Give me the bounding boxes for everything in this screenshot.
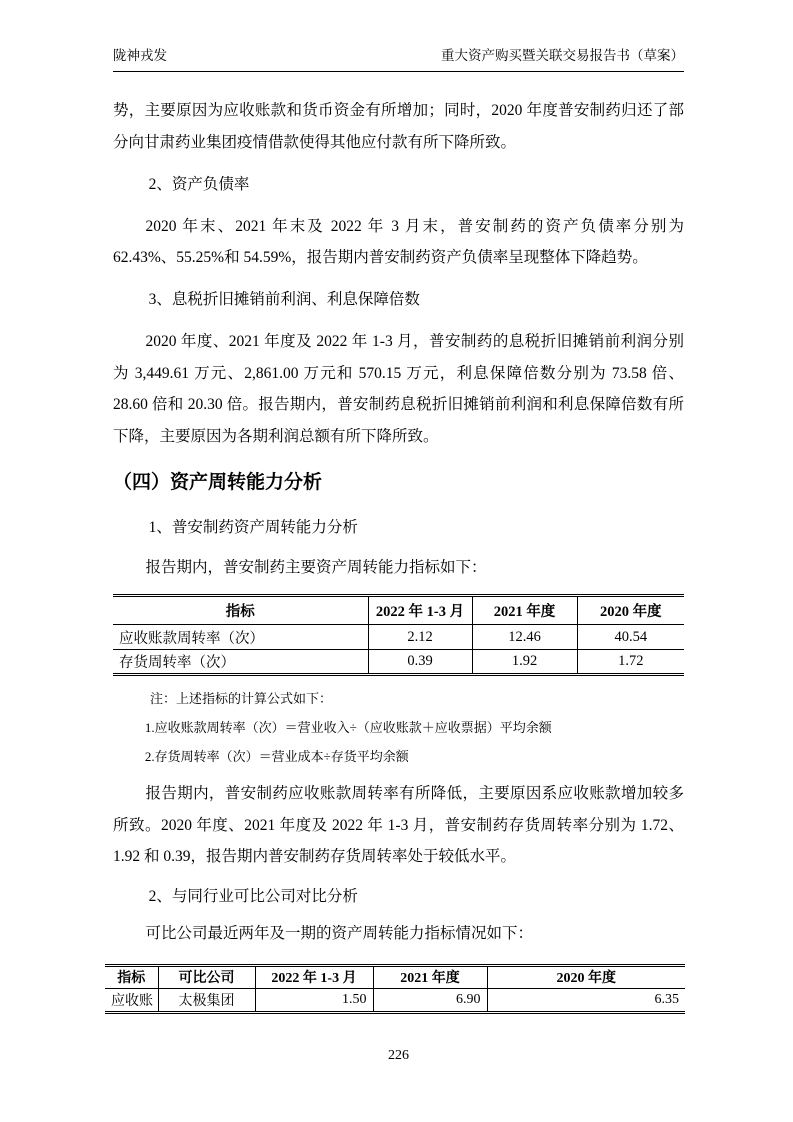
paragraph-debt-ratio: 2020 年末、2021 年末及 2022 年 3 月末，普安制药的资产负债率分别为 62.43%、55.25%和 54.59%，报告期内普安制药资产负债率呈现整体下降趋势。: [113, 217, 684, 266]
cell-value-2020: 1.72: [577, 650, 684, 675]
table-row-receivables-turnover: [113, 625, 684, 650]
note-formula-receivables: 1.应收账款周转率（次）＝营业收入÷（应收账款＋应收票据）平均余额: [144, 720, 552, 735]
cell-indicator: 存货周转率（次）: [113, 650, 368, 675]
table-header-row: [105, 965, 685, 988]
table-comparable-companies: [105, 964, 685, 1014]
column-header-2022q1: 2022 年 1-3 月: [368, 596, 472, 625]
paragraph-intro-continuation: 势，主要原因为应收账款和货币资金有所增加；同时，2020 年度普安制药归还了部分向甘肃药业集团疫情借款使得其他应付款有所下降所致。: [113, 102, 684, 151]
cell-value-2021: 1.92: [472, 650, 577, 675]
table-row-taiji-group: [105, 988, 685, 1012]
cell-value-2020: 6.35: [487, 988, 685, 1012]
column-header-comparable-company: 可比公司: [158, 965, 255, 988]
heading-puan-turnover: 1、普安制药资产周转能力分析: [148, 519, 358, 536]
paragraph-ebitda: 2020 年度、2021 年度及 2022 年 1-3 月，普安制药的息税折旧摊销前利润分别为 3,449.61 万元、2,861.00 万元和 570.15 万元，利息保障倍数分别为 73.58 倍、28.60 倍和 20.30 倍。报告期内，普安制药息税折旧摊销前利润和利息保障倍数有所下降，主要原因为各期利润总额有所下降所致。: [113, 333, 684, 445]
table-row-inventory-turnover: [113, 650, 684, 675]
paragraph-turnover-analysis: 报告期内，普安制药应收账款周转率有所降低，主要原因系应收账款增加较多所致。2020 年度、2021 年度及 2022 年 1-3 月，普安制药存货周转率分别为 1.72、1.92 和 0.39，报告期内普安制药存货周转率处于较低水平。: [113, 785, 684, 865]
cell-value-2022q1: 0.39: [368, 650, 472, 675]
cell-value-2021: 12.46: [472, 625, 577, 650]
table-asset-turnover: [113, 594, 684, 676]
cell-value-2021: 6.90: [373, 988, 487, 1012]
cell-indicator: 应收账款周转率（次）: [113, 625, 368, 650]
note-intro: 注：上述指标的计算公式如下：: [150, 691, 333, 706]
heading-ebitda: 3、息税折旧摊销前利润、利息保障倍数: [148, 290, 420, 308]
heading-peer-compare: 2、与同行业可比公司对比分析: [148, 887, 358, 905]
cell-company: 太极集团: [158, 988, 255, 1012]
header-report-title: 重大资产购买暨关联交易报告书（草案）: [441, 48, 684, 63]
cell-value-2020: 40.54: [577, 625, 684, 650]
section-heading-asset-turnover: （四）资产周转能力分析: [113, 472, 323, 493]
table-header-row: [113, 596, 684, 625]
page-header: [113, 46, 684, 72]
column-header-indicator: 指标: [117, 971, 146, 986]
column-header-2020: 2020 年度: [487, 965, 685, 988]
column-header-indicator: 指标: [225, 604, 255, 620]
paragraph-table2-intro: 可比公司最近两年及一期的资产周转能力指标情况如下：: [145, 925, 534, 942]
cell-indicator: 应收账: [105, 988, 158, 1012]
note-formula-inventory: 2.存货周转率（次）＝营业成本÷存货平均余额: [144, 749, 409, 764]
column-header-2021: 2021 年度: [373, 965, 487, 988]
cell-value-2022q1: 1.50: [255, 988, 373, 1012]
column-header-2021: 2021 年度: [472, 596, 577, 625]
cell-value-2022q1: 2.12: [368, 625, 472, 650]
table-notes: [113, 684, 684, 771]
page-number: 226: [388, 1047, 409, 1063]
paragraph-table1-intro: 报告期内，普安制药主要资产周转能力指标如下：: [145, 558, 487, 576]
heading-debt-ratio: 2、资产负债率: [148, 176, 250, 193]
header-company-name: 陇神戎发: [113, 48, 167, 63]
column-header-2020: 2020 年度: [577, 596, 684, 625]
column-header-2022q1: 2022 年 1-3 月: [255, 965, 373, 988]
